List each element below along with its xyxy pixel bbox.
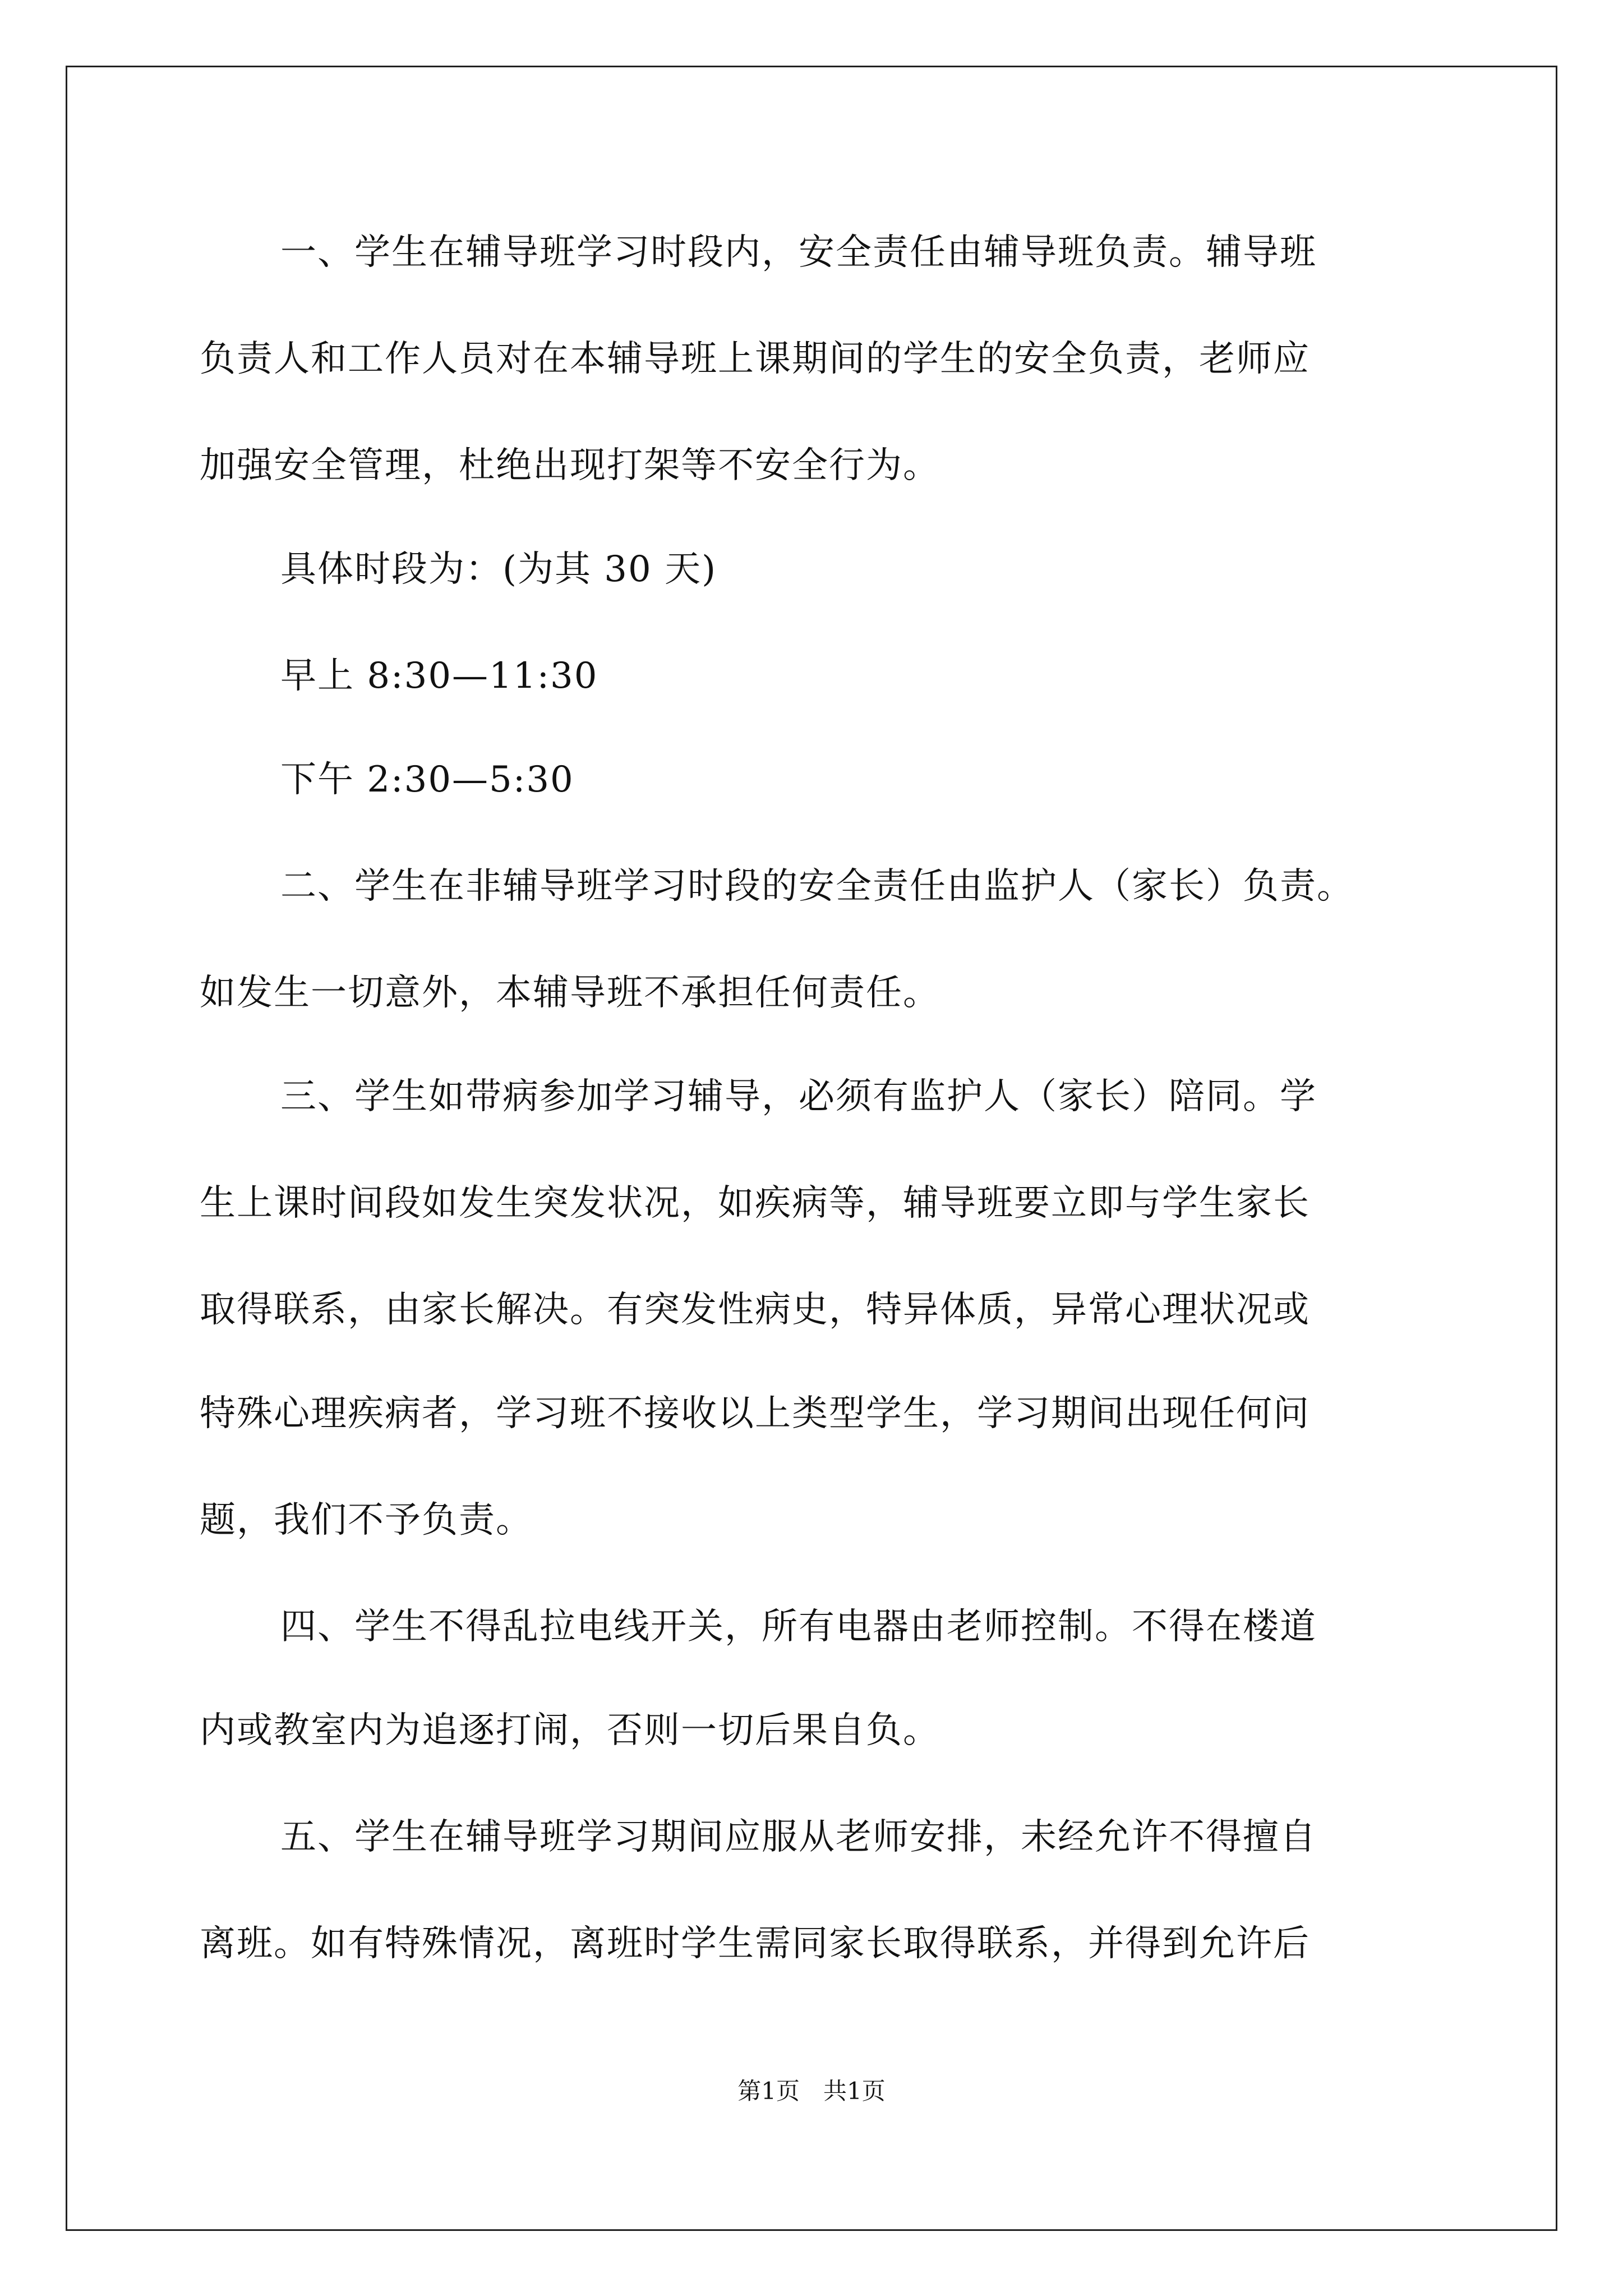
morning-hours: 早上 8:30—11:30	[280, 655, 598, 697]
paragraph-2-line-2: 如发生一切意外，本辅导班不承担任何责任。	[200, 972, 940, 1014]
page-border	[66, 66, 1557, 2231]
afternoon-hours: 下午 2:30—5:30	[280, 759, 574, 800]
time-period-heading: 具体时段为：(为其 30 天)	[280, 549, 717, 590]
paragraph-3-line-2: 生上课时间段如发生突发状况，如疾病等，辅导班要立即与学生家长	[200, 1182, 1310, 1224]
paragraph-3-line-5: 题，我们不予负责。	[200, 1499, 533, 1541]
paragraph-1-line-2: 负责人和工作人员对在本辅导班上课期间的学生的安全负责，老师应	[200, 338, 1310, 380]
page-number-footer: 第1页 共1页	[737, 2077, 886, 2105]
paragraph-1-line-3: 加强安全管理，杜绝出现打架等不安全行为。	[200, 445, 940, 486]
paragraph-5-line-2: 离班。如有特殊情况，离班时学生需同家长取得联系，并得到允许后	[200, 1923, 1310, 1964]
paragraph-4-line-2: 内或教室内为追逐打闹，否则一切后果自负。	[200, 1710, 940, 1751]
paragraph-1-line-1: 一、学生在辅导班学习时段内，安全责任由辅导班负责。辅导班	[280, 232, 1317, 273]
paragraph-2-line-1: 二、学生在非辅导班学习时段的安全责任由监护人（家长）负责。	[280, 866, 1354, 907]
paragraph-5-line-1: 五、学生在辅导班学习期间应服从老师安排，未经允许不得擅自	[280, 1816, 1317, 1858]
paragraph-3-line-1: 三、学生如带病参加学习辅导，必须有监护人（家长）陪同。学	[280, 1076, 1317, 1117]
paragraph-3-line-4: 特殊心理疾病者，学习班不接收以上类型学生，学习期间出现任何问	[200, 1393, 1310, 1434]
paragraph-3-line-3: 取得联系，由家长解决。有突发性病史，特异体质，异常心理状况或	[200, 1289, 1310, 1331]
paragraph-4-line-1: 四、学生不得乱拉电线开关，所有电器由老师控制。不得在楼道	[280, 1606, 1317, 1648]
